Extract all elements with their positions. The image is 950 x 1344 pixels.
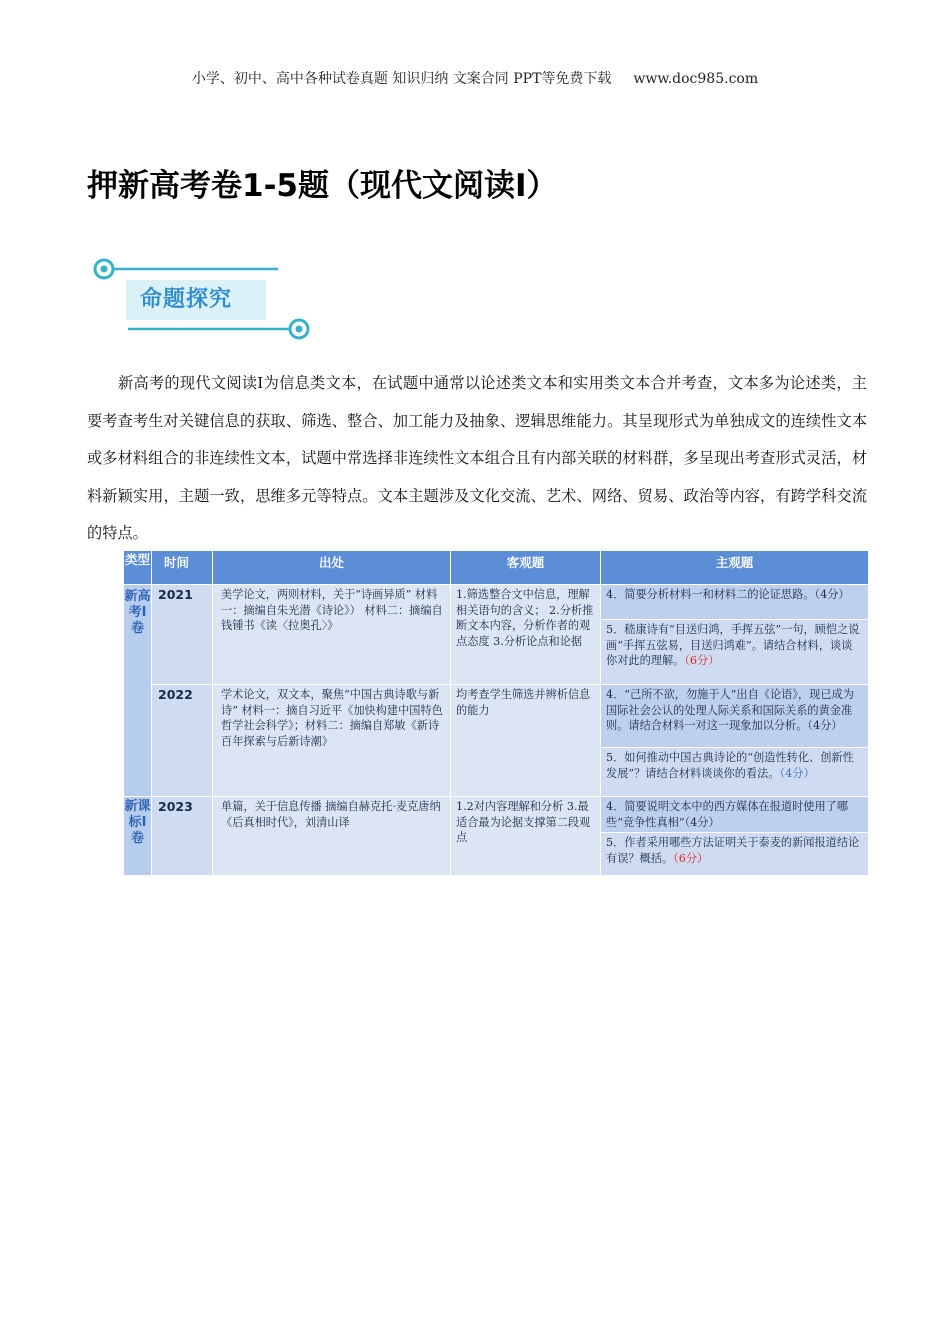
row-2022-objective: 均考查学生筛选并辨析信息的能力 — [451, 685, 600, 796]
type-new-curriculum-1: 新课标Ⅰ卷 — [124, 797, 151, 875]
row-2023-q5 — [601, 833, 868, 875]
row-2023-q5-score: （6分） — [673, 851, 709, 865]
row-2022-q4-text: 4．“己所不欲，勿施于人”出自《论语》，现已成为国际社会公认的处理人际关系和国际关系的黄金准则。请结合材料一对这一现象加以分析。 — [606, 688, 854, 732]
page-title: 押新高考卷1-5题（现代文阅读Ⅰ） — [87, 168, 558, 204]
row-2022-q5-score: （4分） — [779, 766, 815, 780]
row-2022-q4 — [601, 685, 868, 747]
row-2022-q5 — [601, 748, 868, 796]
row-2023-year: 2023 — [152, 797, 212, 875]
exam-table — [124, 551, 868, 875]
row-2021-q4 — [601, 585, 868, 619]
header-subjective: 主观题 — [601, 551, 868, 584]
row-2023-q5-text: 5．作者采用哪些方法证明关于泰麦的新闻报道结论有误？概括。 — [606, 836, 860, 865]
section-banner — [88, 250, 318, 345]
page-header — [0, 68, 950, 88]
banner-label: 命题探究 — [140, 287, 233, 312]
row-2022-q5-text: 5．如何推动中国古典诗论的“创造性转化、创新性发展”？请结合材料谈谈你的看法。 — [606, 751, 854, 780]
header-time: 时间 — [152, 551, 212, 584]
row-2021-q4-score: （4分） — [814, 588, 850, 601]
row-2023-q4 — [601, 797, 868, 832]
row-2022-q4-score: （4分） — [807, 719, 843, 732]
type-new-gaokao-1: 新高考Ⅰ卷 — [124, 585, 151, 796]
row-2021-year: 2021 — [152, 585, 212, 684]
header-objective: 客观题 — [451, 551, 600, 584]
header-source: 出处 — [213, 551, 450, 584]
row-2021-q4-text: 4．简要分析材料一和材料二的论证思路。 — [606, 588, 815, 601]
row-2021-source: 美学论文，两则材料，关于“诗画异质” 材料一：摘编自朱光潜《诗论》） 材料二：摘编自钱锺书《读〈拉奥孔〉》 — [213, 585, 450, 684]
header-text: 小学、初中、高中各种试卷真题 知识归纳 文案合同 PPT等免费下载 — [191, 71, 612, 87]
row-2021-q5 — [601, 620, 868, 684]
row-2023-objective: 1.2对内容理解和分析 3.最适合最为论据支撑第二段观点 — [451, 797, 600, 875]
row-2023-source: 单篇，关于信息传播 摘编自赫克托·麦克唐纳《后真相时代》，刘清山译 — [213, 797, 450, 875]
header-site[interactable]: www.doc985.com — [633, 71, 759, 87]
row-2021-objective: 1.筛选整合文中信息，理解相关语句的含义； 2.分析推断文本内容，分析作者的观点态度 3.分析论点和论据 — [451, 585, 600, 684]
header-type: 类型 — [124, 551, 151, 584]
row-2021-q5-score: （6分） — [684, 654, 720, 667]
row-2021-q5-text: 5．嵇康诗有“目送归鸿，手挥五弦”一句，顾恺之说画“手挥五弦易，目送归鸿难”。请结合材料，谈谈你对此的理解。 — [606, 623, 860, 667]
row-2022-source: 学术论文，双文本，聚焦“中国古典诗歌与新诗” 材料一：摘自习近平《加快构建中国特色哲学社会科学》；材料二：摘编自郑敏《新诗百年探索与后新诗潮》 — [213, 685, 450, 796]
row-2022-year: 2022 — [152, 685, 212, 796]
row-2023-q4-text: 4．简要说明文本中的西方媒体在报道时使用了哪些“竞争性真相” — [606, 800, 849, 829]
intro-paragraph: 新高考的现代文阅读Ⅰ为信息类文本，在试题中通常以论述类文本和实用类文本合并考查，文本多为论述类，主要考查考生对关键信息的获取、筛选、整合、加工能力及抽象、逻辑思维能力。其呈现形式为单独成文的连续性文本或多材料组合的非连续性文本，试题中常选择非连续性文本组合且有内部关联的材料群，多呈现出考查形式灵活，材料新颖实用，主题一致，思维多元等特点。文本主题涉及文化交流、艺术、网络、贸易、政治等内容，有跨学科交流的特点。 — [87, 374, 867, 542]
row-2023-q4-score: （4分） — [684, 815, 720, 829]
